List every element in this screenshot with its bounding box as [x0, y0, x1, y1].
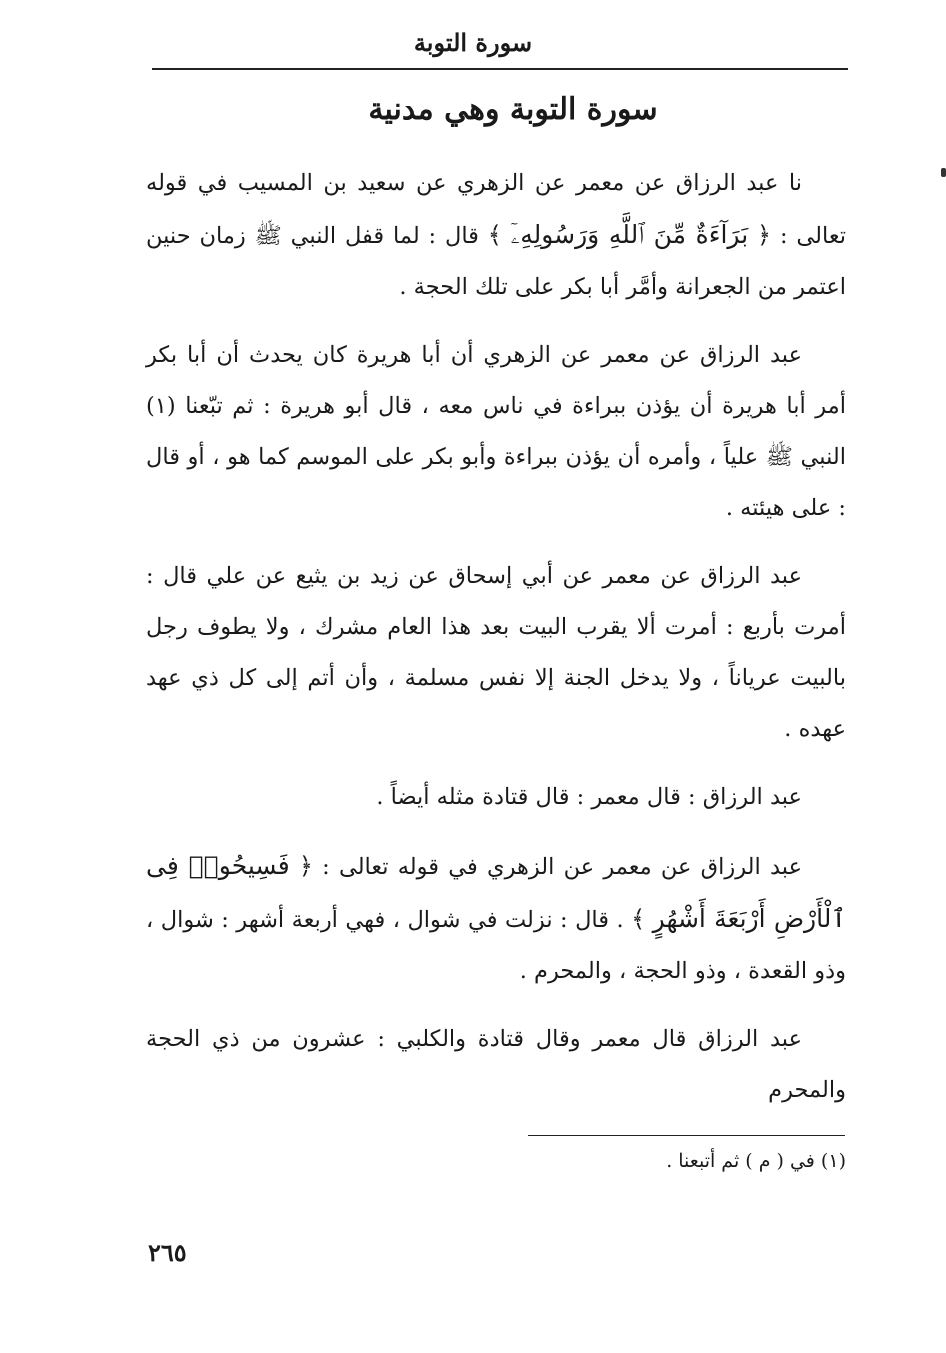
running-header: سورة التوبة — [413, 28, 533, 57]
margin-mark — [941, 168, 946, 177]
header-divider — [152, 68, 848, 70]
surah-title: سورة التوبة وهي مدنية — [368, 92, 658, 127]
paragraph-4-text: عبد الرزاق : قال معمر : قال قتادة مثله أيضاً . — [376, 784, 802, 810]
page-number: ٢٦٥ — [148, 1238, 187, 1267]
quran-verse: فَسِيحُوا۟ فِى ٱلْأَرْضِ أَرْبَعَةَ أَشْهُرٍ — [146, 851, 846, 933]
paragraph-2 — [146, 330, 846, 534]
paragraph-6 — [146, 1014, 846, 1116]
quran-bracket-close: ﴾ — [631, 905, 646, 933]
quran-verse: بَرَآءَةٌ مِّنَ ٱللَّهِ وَرَسُولِهِۦٓ — [510, 220, 749, 249]
paragraph-1-rest: قال : لما قفل النبي ﷺ زمان حنين اعتمر من الجعرانة وأمَّر أبا بكر على تلك الحجة . — [146, 223, 846, 300]
paragraph-2-text: عبد الرزاق عن معمر عن الزهري أن أبا هريرة كان يحدث أن أبا بكر أمر أبا هريرة أن يؤذن ببراءة في ناس معه ، قال أبو هريرة : ثم تبّعنا (١) النبي ﷺ علياً ، وأمره أن يؤذن ببراءة وأبو بكر على الموسم كما هو ، أو قال : على هيئته . — [146, 342, 846, 521]
paragraph-5 — [146, 840, 846, 997]
paragraph-1 — [146, 158, 846, 313]
paragraph-5-intro: عبد الرزاق عن معمر عن الزهري في قوله تعالى : — [322, 854, 803, 880]
paragraph-6-text: عبد الرزاق قال معمر وقال قتادة والكلبي : عشرون من ذي الحجة والمحرم — [146, 1026, 846, 1103]
paragraph-4 — [146, 772, 846, 823]
footnote-divider — [528, 1135, 845, 1136]
main-text — [146, 158, 846, 1133]
quran-bracket-open: ﴿ — [757, 221, 772, 249]
quran-bracket-close: ﴾ — [487, 221, 502, 249]
paragraph-1-intro: نا عبد الرزاق عن معمر عن الزهري عن سعيد بن المسيب في قوله تعالى : — [146, 170, 846, 249]
paragraph-3 — [146, 551, 846, 755]
paragraph-3-text: عبد الرزاق عن معمر عن أبي إسحاق عن زيد بن يثيع عن علي قال : أمرت بأربع : أمرت ألا يقرب البيت بعد هذا العام مشرك ، ولا يطوف رجل بالبيت عرياناً ، ولا يدخل الجنة إلا نفس مسلمة ، وأن أتم إلى كل ذي عهد عهده . — [146, 563, 846, 742]
quran-bracket-open: ﴿ — [298, 852, 313, 880]
footnote: (١) في ( م ) ثم أتبعنا . — [666, 1150, 846, 1172]
paragraph-5-rest: . قال : نزلت في شوال ، فهي أربعة أشهر : شوال ، وذو القعدة ، وذو الحجة ، والمحرم . — [146, 907, 846, 984]
